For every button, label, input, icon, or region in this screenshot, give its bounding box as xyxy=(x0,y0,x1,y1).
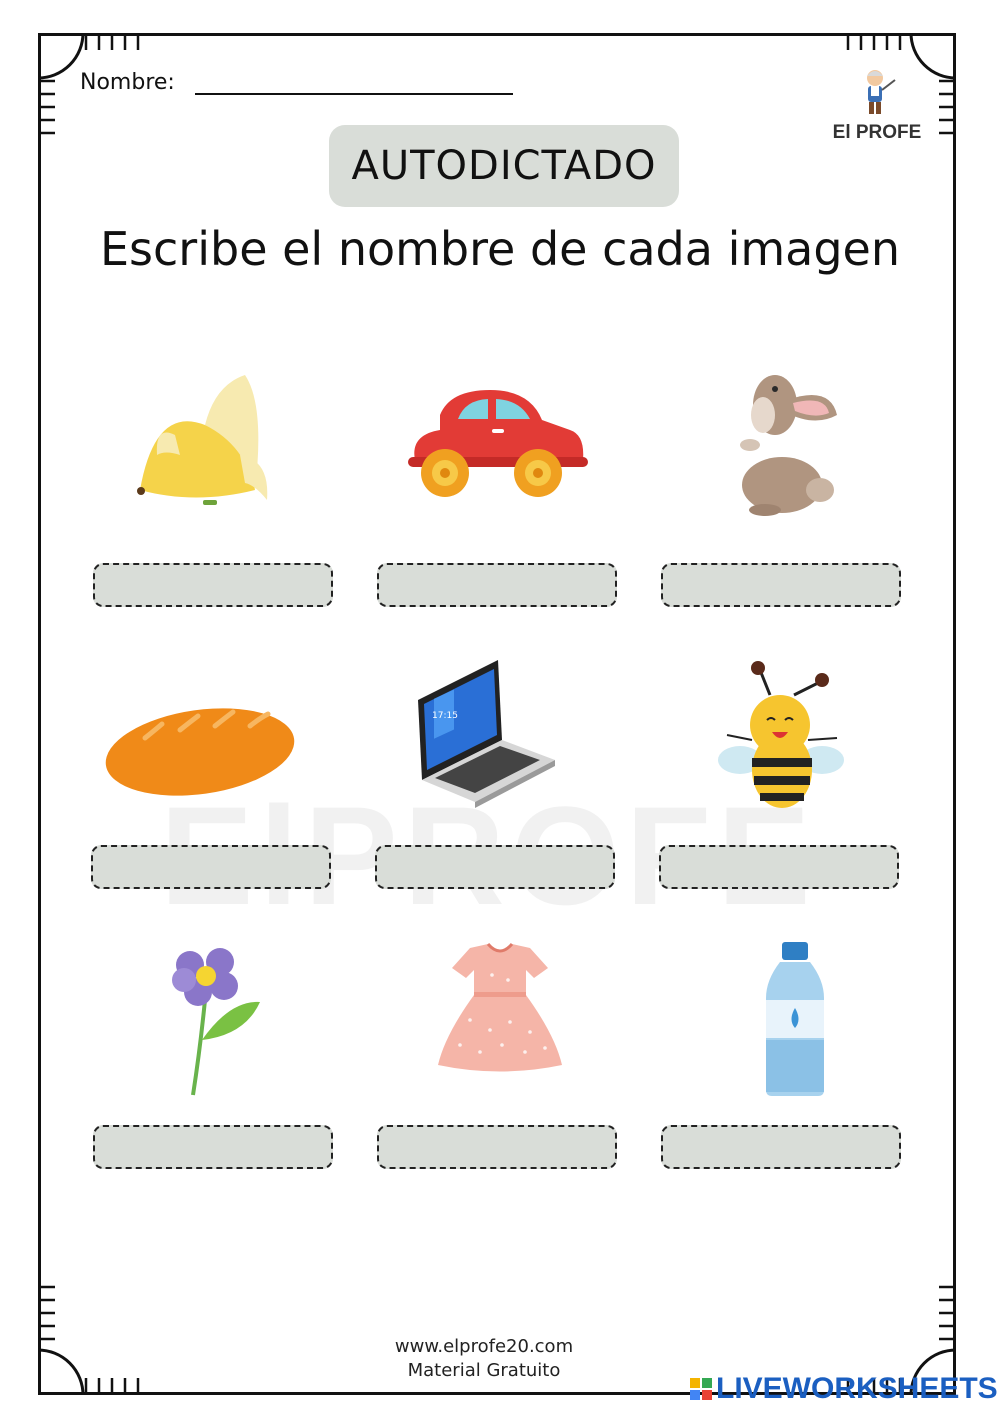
footer-note: Material Gratuito xyxy=(407,1360,561,1381)
tick-marks-right-top xyxy=(937,76,953,146)
tick-marks-top-left xyxy=(81,36,151,52)
water-bottle-icon xyxy=(760,940,830,1100)
name-label: Nombre: xyxy=(80,70,175,95)
logo-text: El PROFE xyxy=(832,122,922,143)
picture-bee xyxy=(712,660,952,810)
picture-rabbit xyxy=(665,365,905,515)
name-input-line[interactable] xyxy=(195,73,513,95)
answer-box-7[interactable] xyxy=(93,1125,333,1169)
picture-bread xyxy=(100,690,340,840)
answer-box-1[interactable] xyxy=(93,563,333,607)
liveworksheets-text: LIVEWORKSHEETS xyxy=(716,1372,998,1405)
laptop-icon xyxy=(410,660,570,810)
answer-box-8[interactable] xyxy=(377,1125,617,1169)
liveworksheets-brand[interactable] xyxy=(690,1372,998,1406)
name-field xyxy=(80,70,513,95)
tick-marks-left-top xyxy=(41,76,57,146)
picture-flower xyxy=(160,940,400,1090)
tick-marks-top-right xyxy=(843,36,913,52)
page-title: AUTODICTADO xyxy=(329,125,679,207)
answer-box-2[interactable] xyxy=(377,563,617,607)
answer-box-9[interactable] xyxy=(661,1125,901,1169)
picture-laptop xyxy=(410,660,650,810)
picture-banana xyxy=(95,365,335,515)
flower-icon xyxy=(160,940,270,1100)
answer-box-6[interactable] xyxy=(659,845,899,889)
bread-icon xyxy=(100,690,300,810)
liveworksheets-logo-icon xyxy=(690,1378,712,1400)
laptop-screen-time: 17:15 xyxy=(432,711,458,721)
footer-website[interactable]: www.elprofe20.com xyxy=(394,1336,574,1357)
teacher-mascot-icon xyxy=(857,68,897,118)
logo xyxy=(822,68,932,144)
rabbit-icon xyxy=(665,365,905,520)
car-icon xyxy=(380,375,620,510)
banana-icon xyxy=(95,365,335,515)
answer-box-5[interactable] xyxy=(375,845,615,889)
answer-box-3[interactable] xyxy=(661,563,901,607)
dress-icon xyxy=(430,940,570,1075)
bee-icon xyxy=(712,660,857,815)
answer-box-4[interactable] xyxy=(91,845,331,889)
picture-car xyxy=(380,375,620,525)
picture-water-bottle xyxy=(760,940,1000,1090)
picture-dress xyxy=(430,940,670,1090)
instructions: Escribe el nombre de cada imagen xyxy=(99,222,900,276)
